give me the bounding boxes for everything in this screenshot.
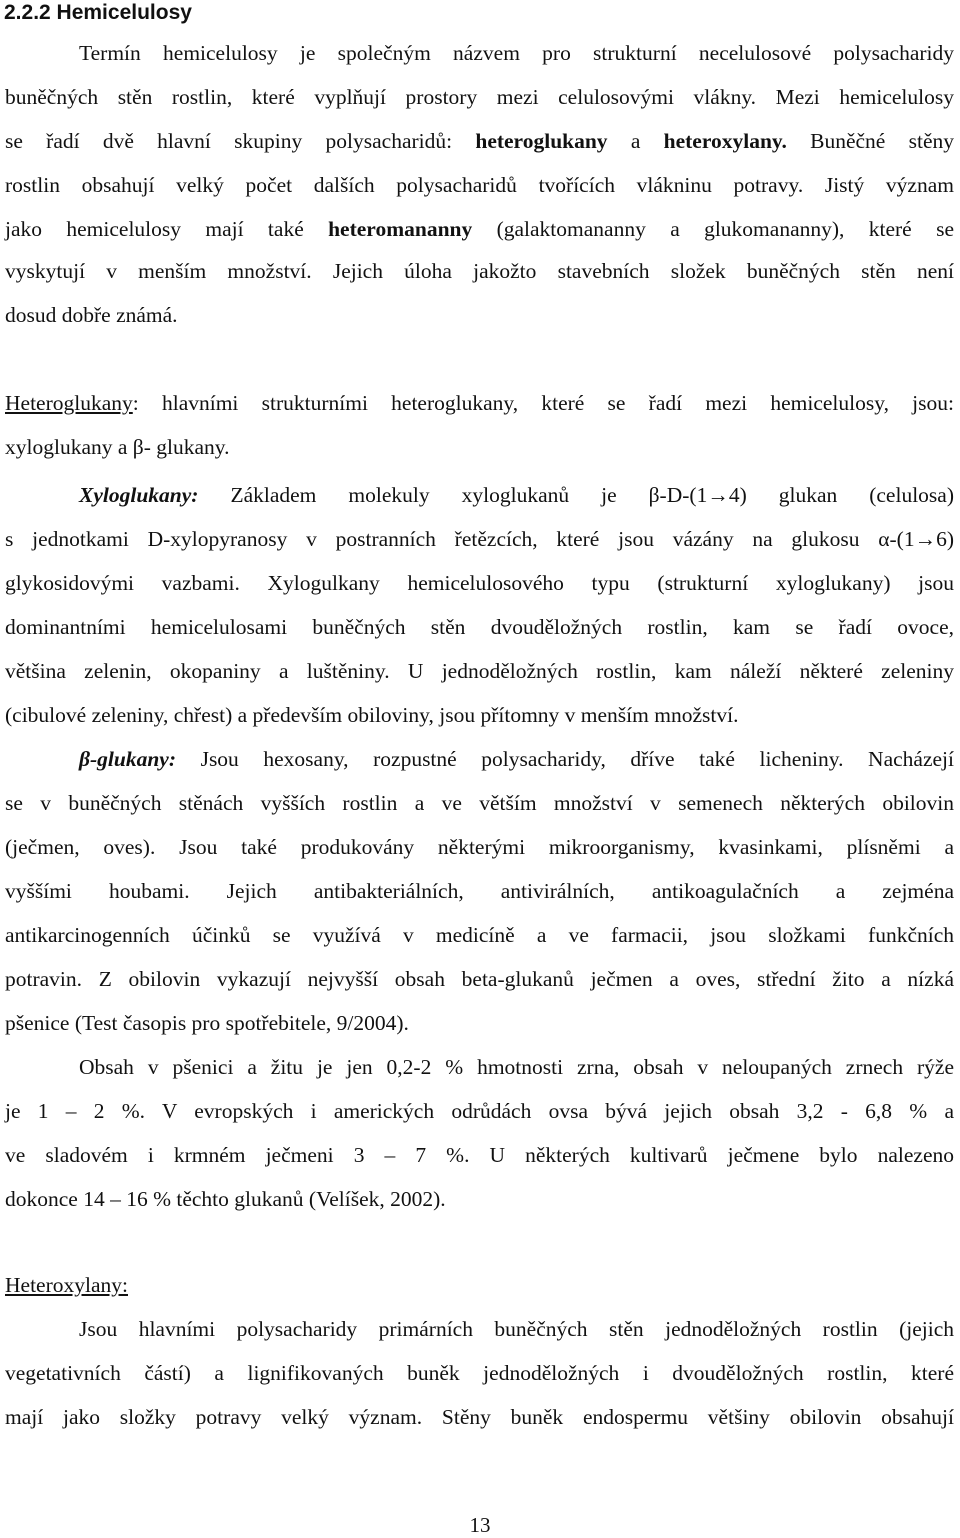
page-number: 13 bbox=[469, 1513, 491, 1537]
p1-line bbox=[5, 172, 954, 198]
p1-line bbox=[5, 258, 954, 284]
text-run: Obsah v pšenici a žitu je jen 0,2-2 % hmotnosti zrna, obsah v neloupaných zrnech rýže bbox=[79, 1055, 954, 1079]
text-run: Jsou hlavními polysacharidy primárních buněčných stěn jednoděložných rostlin (jejich bbox=[79, 1317, 954, 1341]
p4-line bbox=[5, 922, 954, 948]
p5-line bbox=[79, 1054, 954, 1080]
text-run: heteromananny bbox=[328, 217, 473, 241]
text-run: se řadí dvě hlavní skupiny polysacharidů: bbox=[5, 129, 476, 153]
text-run: (galaktomananny a glukomananny), které se bbox=[472, 217, 954, 241]
text-run: Xyloglukany: bbox=[79, 483, 199, 507]
p4-line bbox=[79, 746, 954, 772]
text-run: (ječmen, oves). Jsou také produkovány některými mikroorganismy, kvasinkami, plísněmi a bbox=[5, 835, 954, 859]
p7-line bbox=[79, 1316, 954, 1342]
p3-line bbox=[5, 526, 954, 552]
p5-line bbox=[5, 1186, 954, 1212]
text-run: s jednotkami D-xylopyranosy v postranních řetězcích, které jsou vázány na glukosu α-(1→6) bbox=[5, 527, 954, 551]
text-run: heteroxylany. bbox=[663, 129, 787, 153]
text-run: jako hemicelulosy mají také bbox=[5, 217, 329, 241]
text-run: vegetativních částí) a lignifikovaných buněk jednoděložných i dvouděložných rostlin, které bbox=[5, 1361, 954, 1385]
p1-line bbox=[5, 128, 954, 154]
section-heading: 2.2.2 Hemicelulosy bbox=[4, 1, 192, 24]
text-run: Jsou hexosany, rozpustné polysacharidy, dříve také licheniny. Nacházejí bbox=[176, 747, 954, 771]
p3-line bbox=[5, 614, 954, 640]
text-run: antikarcinogenních účinků se využívá v medicíně a ve farmacii, jsou složkami funkčních bbox=[5, 923, 954, 947]
p2-line bbox=[5, 390, 954, 416]
text-run: je 1 – 2 %. V evropských i amerických odrůdách ovsa bývá jejich obsah 3,2 - 6,8 % a bbox=[5, 1099, 954, 1123]
p7-line bbox=[5, 1360, 954, 1386]
p3-line bbox=[5, 702, 954, 728]
p1-line bbox=[5, 216, 954, 242]
p2-line bbox=[5, 434, 954, 460]
text-run: β-glukany: bbox=[79, 747, 177, 771]
p1-line bbox=[5, 302, 954, 328]
text-run: pšenice (Test časopis pro spotřebitele, 9/2004). bbox=[5, 1011, 409, 1035]
text-run: a bbox=[607, 129, 664, 153]
text-run: potravin. Z obilovin vykazují nejvyšší obsah beta-glukanů ječmen a oves, střední žito a nízká bbox=[5, 967, 954, 991]
text-run: dominantními hemicelulosami buněčných stěn dvouděložných rostlin, kam se řadí ovoce, bbox=[5, 615, 954, 639]
text-run: buněčných stěn rostlin, které vyplňují prostory mezi celulosovými vlákny. Mezi hemicelulosy bbox=[5, 85, 954, 109]
p5-line bbox=[5, 1142, 954, 1168]
text-run: Heteroglukany bbox=[5, 391, 133, 415]
p4-line bbox=[5, 1010, 954, 1036]
text-run: většina zelenin, okopaniny a luštěniny. U jednoděložných rostlin, kam náleží některé zeleniny bbox=[5, 659, 954, 683]
p1-line bbox=[5, 84, 954, 110]
text-run: xyloglukany a β- glukany. bbox=[5, 435, 230, 459]
text-run: Heteroxylany: bbox=[5, 1273, 128, 1297]
text-run: Termín hemicelulosy je společným názvem pro strukturní necelulosové polysacharidy bbox=[79, 41, 954, 65]
text-run: : hlavními strukturními heteroglukany, které se řadí mezi hemicelulosy, jsou: bbox=[132, 391, 954, 415]
text-run: Buněčné stěny bbox=[786, 129, 954, 153]
text-run: Základem molekuly xyloglukanů je β-D-(1→4) glukan (celulosa) bbox=[198, 483, 954, 507]
text-run: vyskytují v menším množství. Jejich úloha jakožto stavebních složek buněčných stěn není bbox=[5, 259, 954, 283]
text-run: vyššími houbami. Jejich antibakteriálních, antivirálních, antikoagulačních a zejména bbox=[5, 879, 954, 903]
p3-line bbox=[5, 570, 954, 596]
p6-line bbox=[5, 1272, 954, 1298]
p4-line bbox=[5, 878, 954, 904]
p3-line bbox=[79, 482, 954, 508]
text-run: se v buněčných stěnách vyšších rostlin a ve větším množství v semenech některých obilovin bbox=[5, 791, 954, 815]
text-run: rostlin obsahují velký počet dalších polysacharidů tvořících vlákninu potravy. Jistý význam bbox=[5, 173, 954, 197]
text-run: ve sladovém i krmném ječmeni 3 – 7 %. U některých kultivarů ječmene bylo nalezeno bbox=[5, 1143, 954, 1167]
text-run: glykosidovými vazbami. Xylogulkany hemicelulosového typu (strukturní xyloglukany) jsou bbox=[5, 571, 954, 595]
p4-line bbox=[5, 966, 954, 992]
text-run: dosud dobře známá. bbox=[5, 303, 178, 327]
text-run: heteroglukany bbox=[475, 129, 608, 153]
text-run: (cibulové zeleniny, chřest) a především obiloviny, jsou přítomny v menším množství. bbox=[5, 703, 739, 727]
p4-line bbox=[5, 834, 954, 860]
p7-line bbox=[5, 1404, 954, 1430]
p5-line bbox=[5, 1098, 954, 1124]
p4-line bbox=[5, 790, 954, 816]
text-run: dokonce 14 – 16 % těchto glukanů (Velíšek, 2002). bbox=[5, 1187, 446, 1211]
text-run: mají jako složky potravy velký význam. Stěny buněk endospermu většiny obilovin obsahují bbox=[5, 1405, 954, 1429]
p3-line bbox=[5, 658, 954, 684]
p1-line bbox=[79, 40, 954, 66]
